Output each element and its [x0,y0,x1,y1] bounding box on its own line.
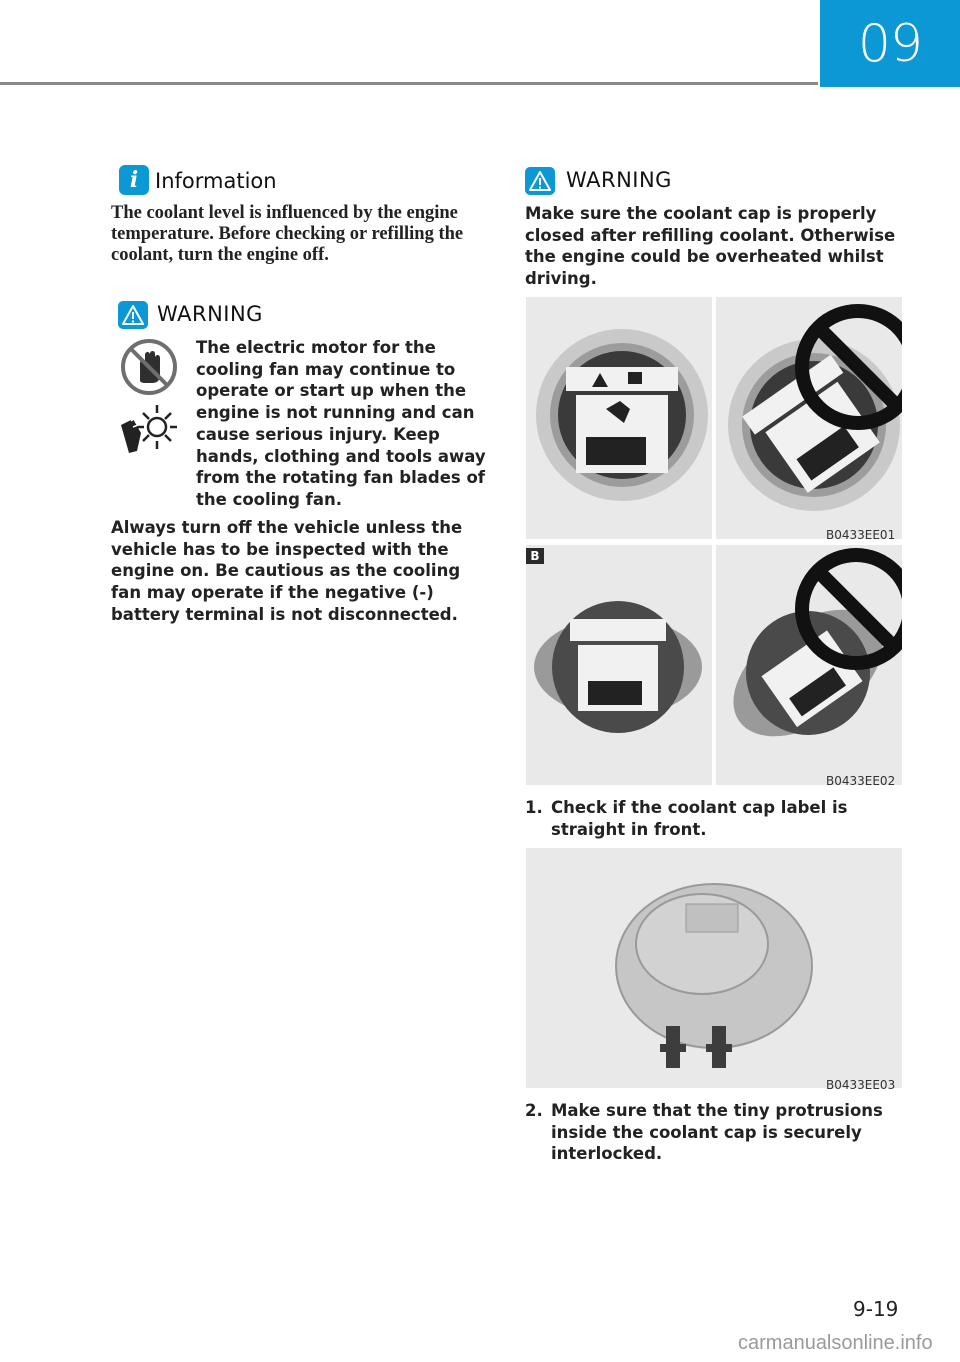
text-line: inside the coolant cap is securely [551,1122,862,1142]
text-line: driving. [525,269,597,289]
warning-icon [118,301,148,329]
warning-title: WARNING [157,302,263,326]
text-line: Make sure the coolant cap is properly [525,204,877,223]
text-line: closed after refilling coolant. Otherwise [525,225,896,245]
page-number: 9-19 [853,1297,899,1321]
text-line: cooling fan may continue to [196,359,456,379]
text-line: the cooling fan. [196,489,342,509]
figure-code: B0433EE02 [826,774,896,788]
text-line: fan may operate if the negative (-) [111,583,434,603]
text-line: vehicle has to be inspected with the [111,539,449,559]
text-line: the engine could be overheated whilst [525,247,884,267]
header-rule [0,82,818,85]
cap-correct-photo [526,297,712,539]
text-line: Make sure that the tiny protrusions [551,1101,883,1120]
step-text [551,1100,911,1165]
text-line: Check if the coolant cap label is [551,798,848,817]
watermark: carmanualsonline.info [738,1332,933,1354]
text-line: interlocked. [551,1144,663,1164]
text-line: The electric motor for the [196,338,436,357]
warning-icon [525,167,555,195]
fan-warning-side-text [196,337,496,511]
step-number: 2. [525,1101,543,1120]
figure-code: B0433EE03 [826,1078,896,1092]
text-line: cause serious injury. Keep [196,424,440,444]
text-line: operate or start up when the [196,381,467,401]
figure-badge: B [526,548,544,564]
text-line: Always turn off the vehicle unless the [111,518,463,537]
text-line: battery terminal is not disconnected. [111,604,458,624]
radiator-cap-incorrect-photo [716,545,902,785]
coolant-cap-photo [526,848,902,1088]
info-text: The coolant level is influenced by the engine temperature. Before checking or refilling the coolant, turn the engine off. [111,203,464,265]
step-text [551,797,911,840]
text-line: from the rotating fan blades of [196,468,485,488]
figure-code: B0433EE01 [826,528,896,542]
chapter-tab: 09 [820,0,960,87]
text-line: engine is not running and can [196,403,475,423]
radiator-cap-correct-photo [526,545,712,785]
info-icon: i [119,165,149,195]
no-hand-icon [121,339,177,395]
warning-title: WARNING [566,168,672,192]
cap-warning-text [525,203,915,290]
fan-hazard-icon [119,399,179,457]
text-line: hands, clothing and tools away [196,446,486,466]
text-line: engine on. Be cautious as the cooling [111,561,461,581]
fan-warning-body [111,517,491,626]
info-title: Information [155,169,277,193]
cap-incorrect-photo [716,297,902,539]
step-number: 1. [525,798,543,817]
text-line: straight in front. [551,819,707,839]
